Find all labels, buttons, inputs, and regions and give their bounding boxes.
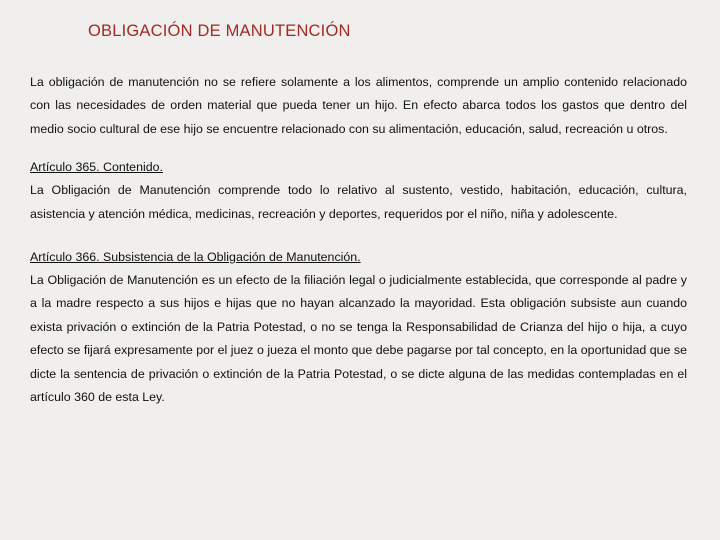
article-366-paragraph: La Obligación de Manutención es un efecto de la filiación legal o judicialmente establecida, que corresponde al padre y a la madre respecto a sus hijos e hijas que no hayan alcanzado la mayoridad. Esta obligación subsiste aun cuando exista privación o extinción de la Patria Potestad, o no se tenga la Responsabilidad de Crianza del hijo o hija, a cuyo efecto se fijará expresamente por el juez o jueza el monto que debe pagarse por tal concepto, en la oportunidad que se dicte la sentencia de privación o extinción de la Patria Potestad, o se dicte alguna de las medidas contempladas en el artículo 360 de esta Ley.	[30, 273, 687, 405]
article-366-heading	[30, 246, 687, 269]
article-365-heading	[30, 156, 687, 179]
article-366-heading-text: Artículo 366. Subsistencia de la Obligación de Manutención	[30, 250, 358, 265]
article-365-heading-text: Artículo 365. Contenido.	[30, 160, 163, 175]
slide-title: OBLIGACIÓN DE MANUTENCIÓN	[88, 22, 351, 40]
intro-paragraph: La obligación de manutención no se refiere solamente a los alimentos, comprende un amplio contenido relacionado con las necesidades de orden material que pueda tener un hijo. En efecto abarca todos los gastos que dentro del medio socio cultural de ese hijo se encuentre relacionado con su alimentación, educación, salud, recreación u otros.	[30, 75, 687, 136]
slide-body	[30, 71, 687, 409]
article-366-heading-suffix: .	[357, 250, 361, 265]
article-365-paragraph: La Obligación de Manutención comprende todo lo relativo al sustento, vestido, habitación, educación, cultura, asistencia y atención médica, medicinas, recreación y deportes, requeridos por el niño, niña y adolescente.	[30, 183, 687, 221]
